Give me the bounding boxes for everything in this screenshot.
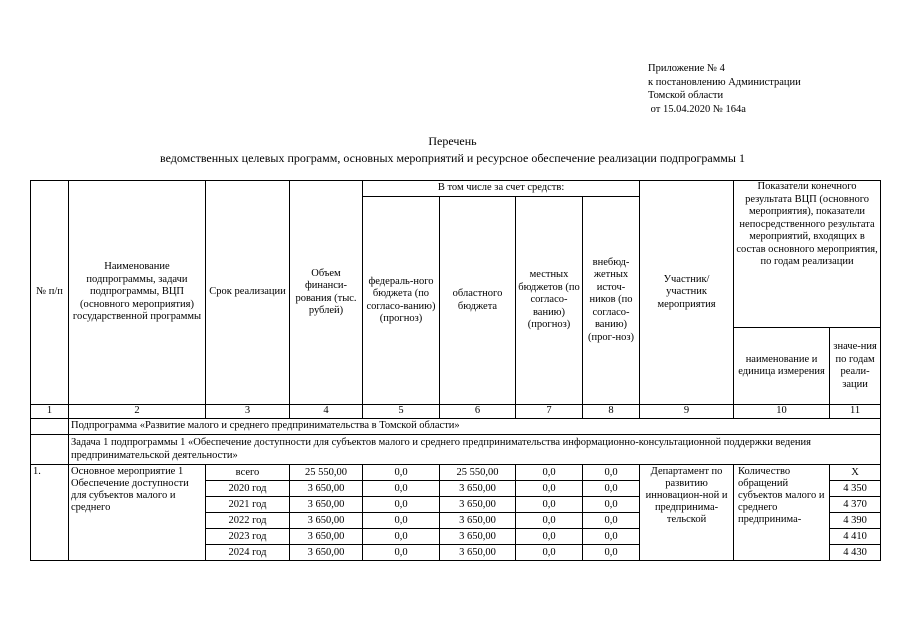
document-title: Перечень	[428, 134, 477, 148]
activity-federal: 0,0	[363, 465, 440, 481]
activity-number: 1.	[31, 465, 69, 561]
activity-row	[31, 465, 881, 481]
header-local: местных бюджетов (по согласо-ванию) (прогноз)	[516, 197, 583, 405]
activity-total: 3 650,00	[290, 545, 363, 561]
activity-local: 0,0	[516, 465, 583, 481]
annex-line-4: от 15.04.2020 № 164а	[648, 103, 746, 115]
annex-block	[648, 62, 801, 116]
activity-regional: 3 650,00	[440, 529, 516, 545]
header-indicators-group: Показатели конечного результата ВЦП (основного мероприятия), показатели непосредственного результата мероприятий, входящих в состав основного мероприятия, по годам реализации	[734, 181, 881, 328]
header-participant: Участник/ участник мероприятия	[640, 181, 734, 405]
document-subtitle: ведомственных целевых программ, основных мероприятий и ресурсное обеспечение реализации подпрограммы 1	[160, 151, 745, 165]
activity-federal: 0,0	[363, 513, 440, 529]
activity-total: 3 650,00	[290, 529, 363, 545]
column-number-7: 7	[516, 405, 583, 419]
column-number-9: 9	[640, 405, 734, 419]
activity-federal: 0,0	[363, 497, 440, 513]
activity-extrabudget: 0,0	[583, 545, 640, 561]
activity-name: Основное мероприятие 1 Обеспечение доступности для субъектов малого и среднего	[69, 465, 206, 561]
activity-value: 4 410	[830, 529, 881, 545]
activity-extrabudget: 0,0	[583, 529, 640, 545]
activity-extrabudget: 0,0	[583, 481, 640, 497]
column-number-11: 11	[830, 405, 881, 419]
activity-value: 4 390	[830, 513, 881, 529]
activity-regional: 3 650,00	[440, 481, 516, 497]
activity-extrabudget: 0,0	[583, 497, 640, 513]
header-regional: областного бюджета	[440, 197, 516, 405]
activity-local: 0,0	[516, 529, 583, 545]
activity-period: 2024 год	[206, 545, 290, 561]
header-indicator-values: значе-ния по годам реали-зации	[830, 328, 881, 405]
activity-total: 25 550,00	[290, 465, 363, 481]
activity-period: 2023 год	[206, 529, 290, 545]
activity-participant: Департамент по развитию инновацион-ной и предпринима-тельской	[640, 465, 734, 561]
header-number: № п/п	[31, 181, 69, 405]
column-number-4: 4	[290, 405, 363, 419]
annex-line-3: Томской области	[648, 90, 724, 101]
activity-total: 3 650,00	[290, 497, 363, 513]
activity-value: 4 350	[830, 481, 881, 497]
activity-total: 3 650,00	[290, 481, 363, 497]
column-number-2: 2	[69, 405, 206, 419]
activity-period: 2022 год	[206, 513, 290, 529]
header-financing: Объем финанси-рования (тыс. рублей)	[290, 181, 363, 405]
activity-regional: 3 650,00	[440, 545, 516, 561]
activity-extrabudget: 0,0	[583, 513, 640, 529]
activity-regional: 25 550,00	[440, 465, 516, 481]
activity-regional: 3 650,00	[440, 513, 516, 529]
header-funds-group: В том числе за счет средств:	[363, 181, 640, 197]
activity-value: X	[830, 465, 881, 481]
activity-period: всего	[206, 465, 290, 481]
header-federal: федераль-ного бюджета (по согласо-ванию) (прогноз)	[363, 197, 440, 405]
column-number-5: 5	[363, 405, 440, 419]
activity-federal: 0,0	[363, 529, 440, 545]
column-number-3: 3	[206, 405, 290, 419]
program-table	[30, 180, 881, 561]
column-number-1: 1	[31, 405, 69, 419]
annex-line-2: к постановлению Администрации	[648, 76, 801, 88]
annex-line-1: Приложение № 4	[648, 63, 725, 74]
activity-extrabudget: 0,0	[583, 465, 640, 481]
header-indicator-name: наименование и единица измерения	[734, 328, 830, 405]
activity-regional: 3 650,00	[440, 497, 516, 513]
activity-local: 0,0	[516, 513, 583, 529]
header-extrabudget: внебюд-жетных источ-ников (по согласо-ванию) (прог-ноз)	[583, 197, 640, 405]
task-row: Задача 1 подпрограммы 1 «Обеспечение доступности для субъектов малого и среднего предпринимательства информационно-консультационной поддержки ведения предпринимательской деятельности»	[69, 435, 881, 465]
activity-period: 2020 год	[206, 481, 290, 497]
column-number-10: 10	[734, 405, 830, 419]
activity-value: 4 430	[830, 545, 881, 561]
activity-federal: 0,0	[363, 481, 440, 497]
subprogram-row: Подпрограмма «Развитие малого и среднего предпринимательства в Томской области»	[69, 419, 881, 435]
activity-federal: 0,0	[363, 545, 440, 561]
column-number-8: 8	[583, 405, 640, 419]
activity-value: 4 370	[830, 497, 881, 513]
column-number-6: 6	[440, 405, 516, 419]
header-period: Срок реализации	[206, 181, 290, 405]
activity-indicator: Количество обращений субъектов малого и среднего предпринима-	[734, 465, 830, 561]
activity-local: 0,0	[516, 545, 583, 561]
activity-local: 0,0	[516, 481, 583, 497]
header-name: Наименование подпрограммы, задачи подпрограммы, ВЦП (основного мероприятия) государственной программы	[69, 181, 206, 405]
activity-local: 0,0	[516, 497, 583, 513]
activity-total: 3 650,00	[290, 513, 363, 529]
activity-period: 2021 год	[206, 497, 290, 513]
